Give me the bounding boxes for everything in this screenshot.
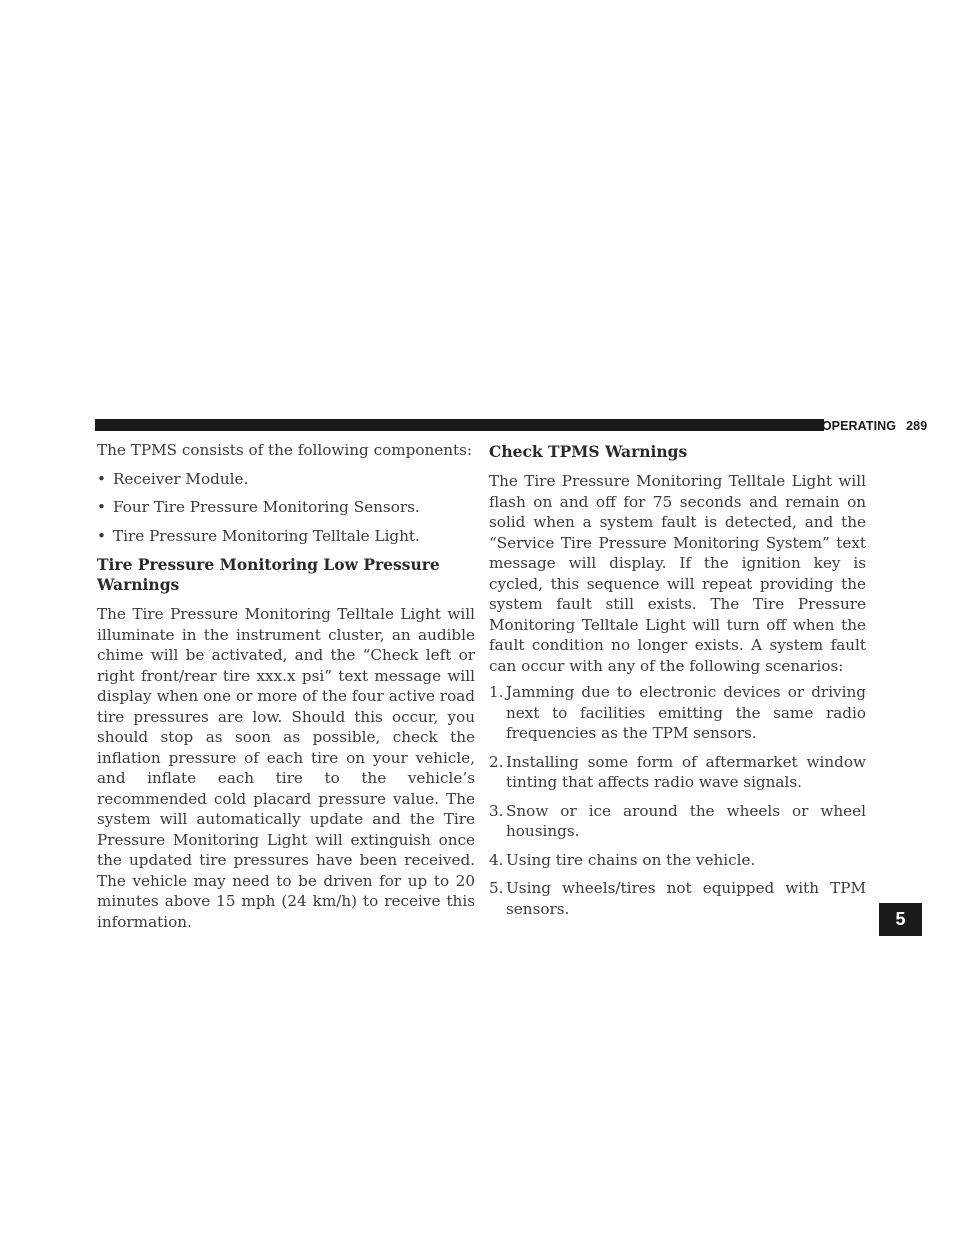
list-item: 5. Using wheels/tires not equipped with TPM sensors. [489, 879, 866, 918]
list-item: 4. Using tire chains on the vehicle. [489, 850, 756, 869]
components-intro: The TPMS consists of the following components: [97, 441, 473, 459]
bullet-icon: • [97, 526, 106, 545]
bullet-icon: • [97, 498, 106, 516]
list-item: • Tire Pressure Monitoring Telltale Light. [97, 526, 420, 545]
right-column [489, 440, 866, 927]
page-number: 289 [906, 419, 928, 433]
list-item: 3. Snow or ice around the wheels or wheel housings. [489, 801, 866, 840]
components-list [97, 469, 475, 547]
scenarios-list [489, 682, 866, 919]
section-heading: Check TPMS Warnings [489, 442, 688, 461]
list-item: • Four Tire Pressure Monitoring Sensors. [97, 498, 420, 516]
chapter-tab: 5 [879, 903, 922, 936]
section-heading: Tire Pressure Monitoring Low Pressure Warnings [97, 555, 440, 594]
body-paragraph: The Tire Pressure Monitoring Telltale Light will flash on and off for 75 seconds and remain on solid when a system fault is detected, and the “Service Tire Pressure Monitoring System” text message will display. If the ignition key is cycled, this sequence will repeat providing the system fault still exists. The Tire Pressure Monitoring Telltale Light will turn off when the fault condition no longer exists. A system fault can occur with any of the following scenarios: [489, 472, 866, 675]
section-title: STARTING AND OPERATING [724, 419, 897, 433]
list-item: 2. Installing some form of aftermarket window tinting that affects radio wave signals. [489, 752, 866, 791]
bullet-icon: • [97, 469, 106, 488]
body-paragraph: The Tire Pressure Monitoring Telltale Light will illuminate in the instrument cluster, an audible chime will be activated, and the “Check left or right front/rear tire xxx.x psi” text message will display when one or more of the four active road tire pressures are low. Should this occur, you should stop as soon as possible, check the inflation pressure of each tire on your vehicle, and inflate each tire to the vehicle’s recommended cold placard pressure value. The system will automatically update and the Tire Pressure Monitoring Light will extinguish once the updated tire pressures have been received. The vehicle may need to be driven for up to 20 minutes above 15 mph (24 km/h) to receive this information. [97, 605, 475, 931]
list-item: 1. Jamming due to electronic devices or driving next to facilities emitting the same radio frequencies as the TPM sensors. [489, 683, 866, 742]
list-item: • Receiver Module. [97, 469, 249, 488]
running-header [724, 418, 928, 434]
left-column [97, 440, 475, 932]
header-rule [95, 419, 824, 431]
